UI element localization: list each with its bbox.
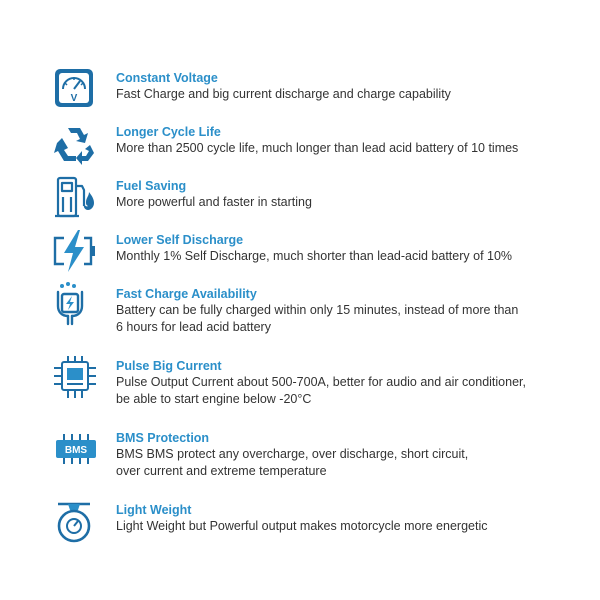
bms-label: BMS (64, 445, 88, 456)
feature-description-line: Monthly 1% Self Discharge, much shorter than lead-acid battery of 10% (116, 249, 513, 263)
feature-title: Light Weight (116, 503, 192, 517)
recycle-icon (46, 118, 104, 168)
feature-title: Fuel Saving (116, 179, 187, 193)
feature-bms-protection (46, 424, 566, 484)
feature-description (116, 248, 576, 265)
feature-description (116, 86, 576, 103)
feature-title: BMS Protection (116, 431, 210, 445)
battery-lightning-icon (46, 226, 104, 276)
feature-lower-self-discharge (46, 226, 566, 286)
feature-title: Lower Self Discharge (116, 233, 244, 247)
feature-description-line: Light Weight but Powerful output makes motorcycle more energetic (116, 519, 488, 533)
feature-description (116, 374, 576, 408)
fast-charge-icon (46, 280, 104, 330)
feature-description-line: be able to start engine below -20°C (116, 392, 312, 406)
feature-description-line: Fast Charge and big current discharge and charge capability (116, 87, 451, 101)
feature-description (116, 446, 576, 480)
feature-description-line: Battery can be fully charged within only 15 minutes, instead of more than (116, 303, 519, 317)
feature-fuel-saving (46, 172, 566, 232)
feature-title: Constant Voltage (116, 71, 218, 85)
voltmeter-label: V (70, 93, 78, 104)
feature-description-line: More than 2500 cycle life, much longer than lead acid battery of 10 times (116, 141, 519, 155)
feature-light-weight (46, 496, 566, 556)
feature-title: Pulse Big Current (116, 359, 222, 373)
feature-fast-charge-availability (46, 280, 566, 340)
feature-description-line: More powerful and faster in starting (116, 195, 312, 209)
feature-longer-cycle-life (46, 118, 566, 178)
feature-constant-voltage (46, 64, 566, 124)
chip-icon (46, 352, 104, 402)
voltmeter-icon (46, 64, 104, 114)
feature-title: Longer Cycle Life (116, 125, 221, 139)
scale-icon (46, 496, 104, 546)
feature-description (116, 140, 576, 157)
feature-description (116, 194, 576, 211)
fuel-pump-icon (46, 172, 104, 222)
feature-title: Fast Charge Availability (116, 287, 257, 301)
feature-pulse-big-current (46, 352, 566, 412)
bms-icon (46, 424, 104, 474)
feature-description-line: BMS BMS protect any overcharge, over discharge, short circuit, (116, 447, 469, 461)
feature-description-line: 6 hours for lead acid battery (116, 320, 271, 334)
feature-description-line: over current and extreme temperature (116, 464, 327, 478)
feature-description-line: Pulse Output Current about 500-700A, better for audio and air conditioner, (116, 375, 526, 389)
feature-description (116, 302, 576, 336)
feature-description (116, 518, 576, 535)
